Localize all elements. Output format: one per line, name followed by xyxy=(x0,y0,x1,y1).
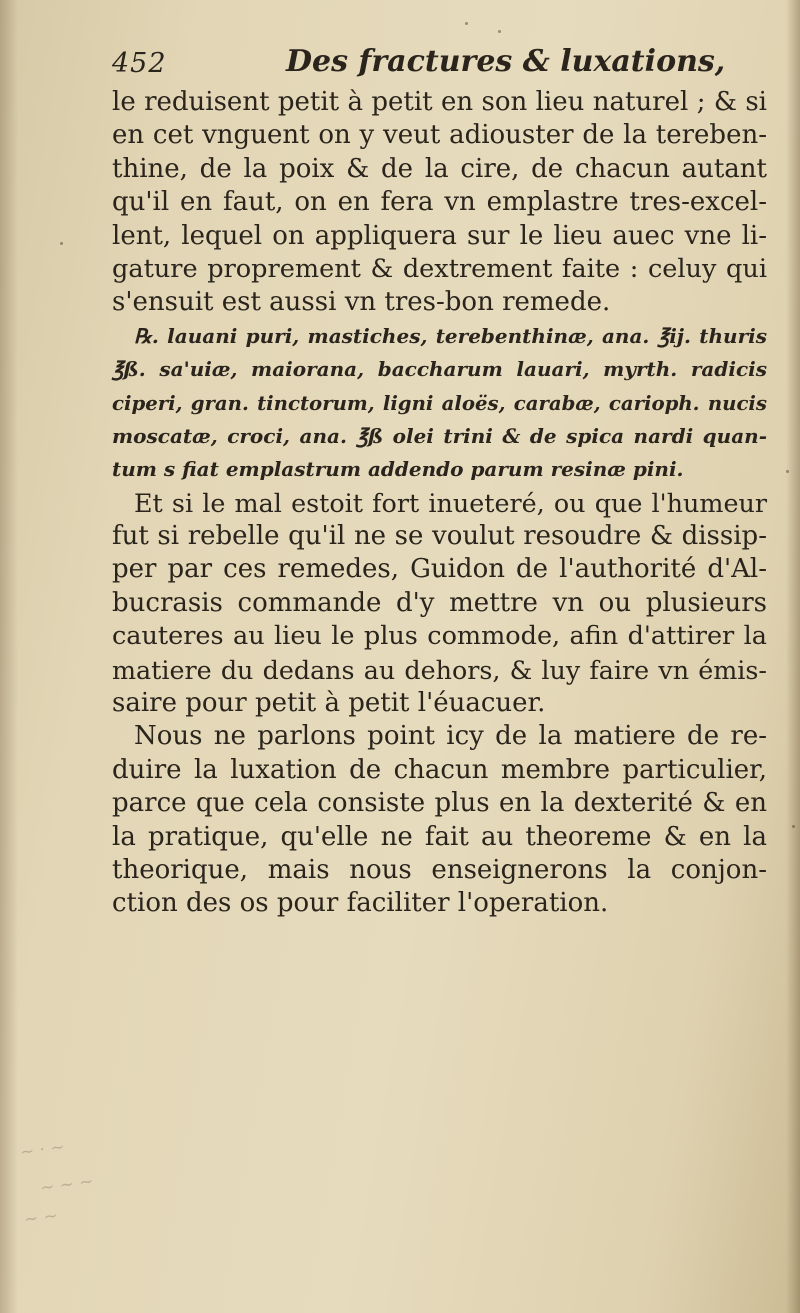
page-header xyxy=(112,40,767,86)
text-line: en cet vnguent on y veut adiouster de la tereben- xyxy=(112,120,767,151)
text-line: fut si rebelle qu'il ne se voulut resoudre & dissip- xyxy=(112,521,767,552)
page-number: 452 xyxy=(112,48,167,79)
page-shadow-left xyxy=(0,0,18,1313)
recipe-line: ℥ß. sa'uiæ, maiorana, baccharum lauari, myrth. radicis xyxy=(112,357,767,382)
recipe-line: tum s fiat emplastrum addendo parum resinæ pini. xyxy=(112,457,684,482)
recipe-line: moscatæ, croci, ana. ℥ß olei trini & de spica nardi quan- xyxy=(112,423,767,448)
paragraph-1 xyxy=(112,86,767,320)
text-line: parce que cela consiste plus en la dexterité & en xyxy=(112,788,767,819)
text-line: le reduisent petit à petit en son lieu naturel ; & si xyxy=(112,87,767,117)
bleed-through-marks: ~ ~ ~ xyxy=(38,1171,95,1199)
text-line: bucrasis commande d'y mettre vn ou plusieurs xyxy=(112,587,767,618)
text-line: gature proprement & dextrement faite : celuy qui xyxy=(112,253,767,284)
text-line: Nous ne parlons point icy de la matiere de re- xyxy=(134,721,767,752)
text-line: theorique, mais nous enseignerons la conjon- xyxy=(112,854,767,885)
paper-fleck xyxy=(786,470,789,473)
text-line: la pratique, qu'elle ne fait au theoreme & en la xyxy=(112,821,767,852)
paper-fleck xyxy=(498,30,501,33)
recipe-line: ciperi, gran. tinctorum, ligni aloës, carabæ, carioph. nucis xyxy=(112,391,767,415)
text-line: matiere du dedans au dehors, & luy faire vn émis- xyxy=(112,654,767,685)
paper-fleck xyxy=(60,242,63,245)
running-head: Des fractures & luxations, xyxy=(286,44,726,79)
page-shadow-right xyxy=(786,0,800,1313)
text-line: per par ces remedes, Guidon de l'authorité d'Al- xyxy=(112,554,767,585)
text-block xyxy=(112,40,767,921)
text-line: cauteres au lieu le plus commode, afin d'attirer la xyxy=(112,621,767,652)
text-line: ction des os pour faciliter l'operation. xyxy=(112,888,609,919)
bleed-through-marks: ~ ~ xyxy=(22,1205,60,1231)
bleed-through-marks: ~ · ~ xyxy=(18,1136,66,1164)
paragraph-4 xyxy=(112,720,767,920)
recipe-paragraph xyxy=(112,320,767,487)
text-line: qu'il en faut, on en fera vn emplastre tres-excel- xyxy=(112,187,767,218)
paper-fleck xyxy=(792,825,795,828)
text-line: lent, lequel on appliquera sur le lieu auec vne li- xyxy=(112,220,767,251)
text-line: thine, de la poix & de la cire, de chacun autant xyxy=(112,153,767,184)
paragraph-3 xyxy=(112,487,767,721)
text-line: duire la luxation de chacun membre particulier, xyxy=(112,754,767,785)
text-line: saire pour petit à petit l'éuacuer. xyxy=(112,688,546,719)
recipe-line: ℞. lauani puri, mastiches, terebenthinæ, ana. ℥ij. thuris xyxy=(134,323,767,348)
text-line: s'ensuit est aussi vn tres-bon remede. xyxy=(112,287,611,318)
text-line: Et si le mal estoit fort inueteré, ou que l'humeur xyxy=(134,487,767,518)
paper-fleck xyxy=(465,22,468,25)
